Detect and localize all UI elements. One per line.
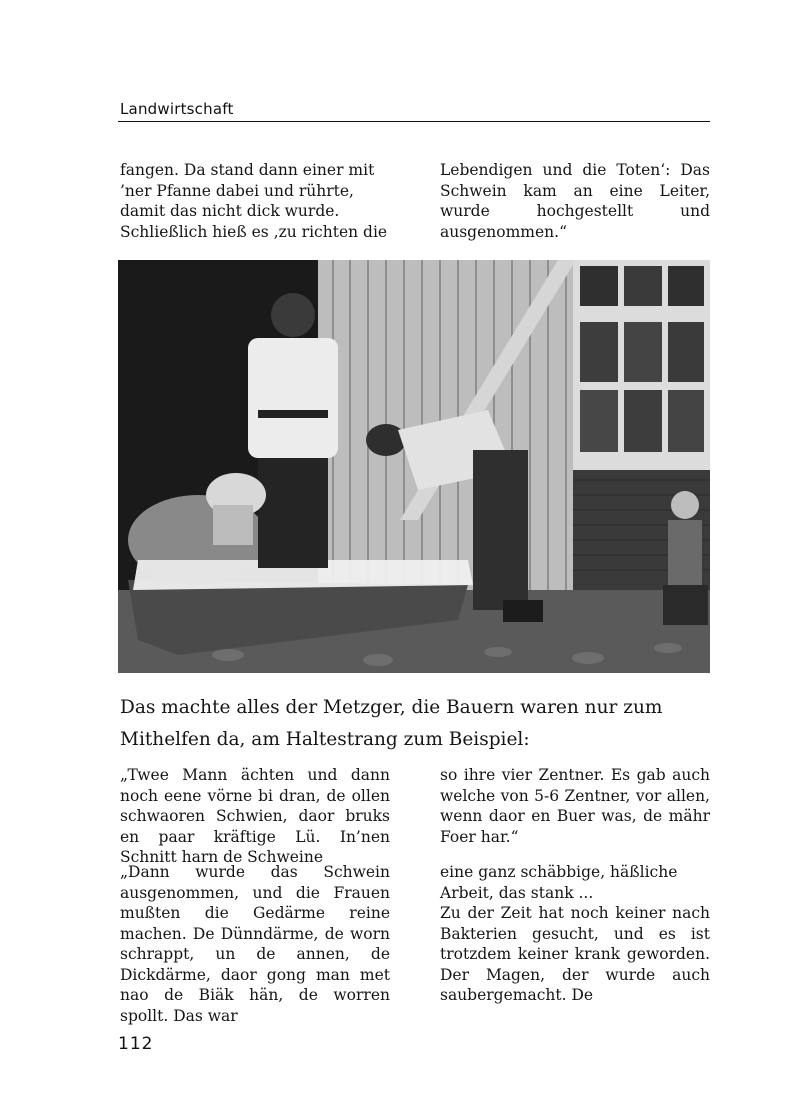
quote1-right-column: [440, 765, 710, 847]
butchering-photo: [118, 260, 710, 673]
page-number: 112: [118, 1034, 154, 1054]
quote2-right-paragraph-1: eine ganz schäbbige, häßliche Arbeit, das stank ...: [440, 863, 678, 902]
quote2-right-column: [440, 862, 710, 1006]
quote2-left-text: „Dann wurde das Schwein ausgenommen, und die Frauen mußten die Gedärme reine machen. De Dünndärme, de worn schrappt, un de annen, de Dickdärme, daor gong man met nao de Biäk hän, de worren spollt. Das war: [120, 863, 390, 1025]
lead-text: Das machte alles der Metzger, die Bauern waren nur zum Mithelfen da, am Haltestrang zum Beispiel:: [120, 697, 663, 750]
top-left-paragraph-1: fangen. Da stand dann einer mit ’ner Pfanne dabei und rührte, damit das nicht dick wurde.: [120, 161, 375, 220]
lead-paragraph: [120, 692, 712, 756]
header-rule: [118, 121, 710, 122]
top-right-paragraph: Lebendigen und die Toten‘: Das Schwein kam an eine Leiter, wurde hochgestellt und ausgenommen.“: [440, 161, 710, 241]
top-left-paragraph-2: Schließlich hieß es ‚zu richten die: [120, 222, 388, 241]
quote1-right-text: so ihre vier Zentner. Es gab auch welche von 5-6 Zentner, vor allen, wenn daor en Buer was, de mähr Foer har.“: [440, 766, 710, 846]
quote1-left-column: [120, 765, 390, 868]
quote2-left-column: [120, 862, 390, 1026]
quote2-right-paragraph-2: Zu der Zeit hat noch keiner nach Bakterien gesucht, und es ist trotzdem keiner krank geworden. Der Magen, der wurde auch saubergemacht. De: [440, 904, 710, 1004]
top-right-column: [440, 160, 710, 242]
top-left-column: [120, 160, 390, 242]
running-head: Landwirtschaft: [120, 100, 234, 118]
quote1-left-text: „Twee Mann ächten und dann noch eene vörne bi dran, de ollen schwaoren Schwien, daor bruks en paar kräftige Lü. In’nen Schnitt harn de Schweine: [120, 766, 390, 866]
